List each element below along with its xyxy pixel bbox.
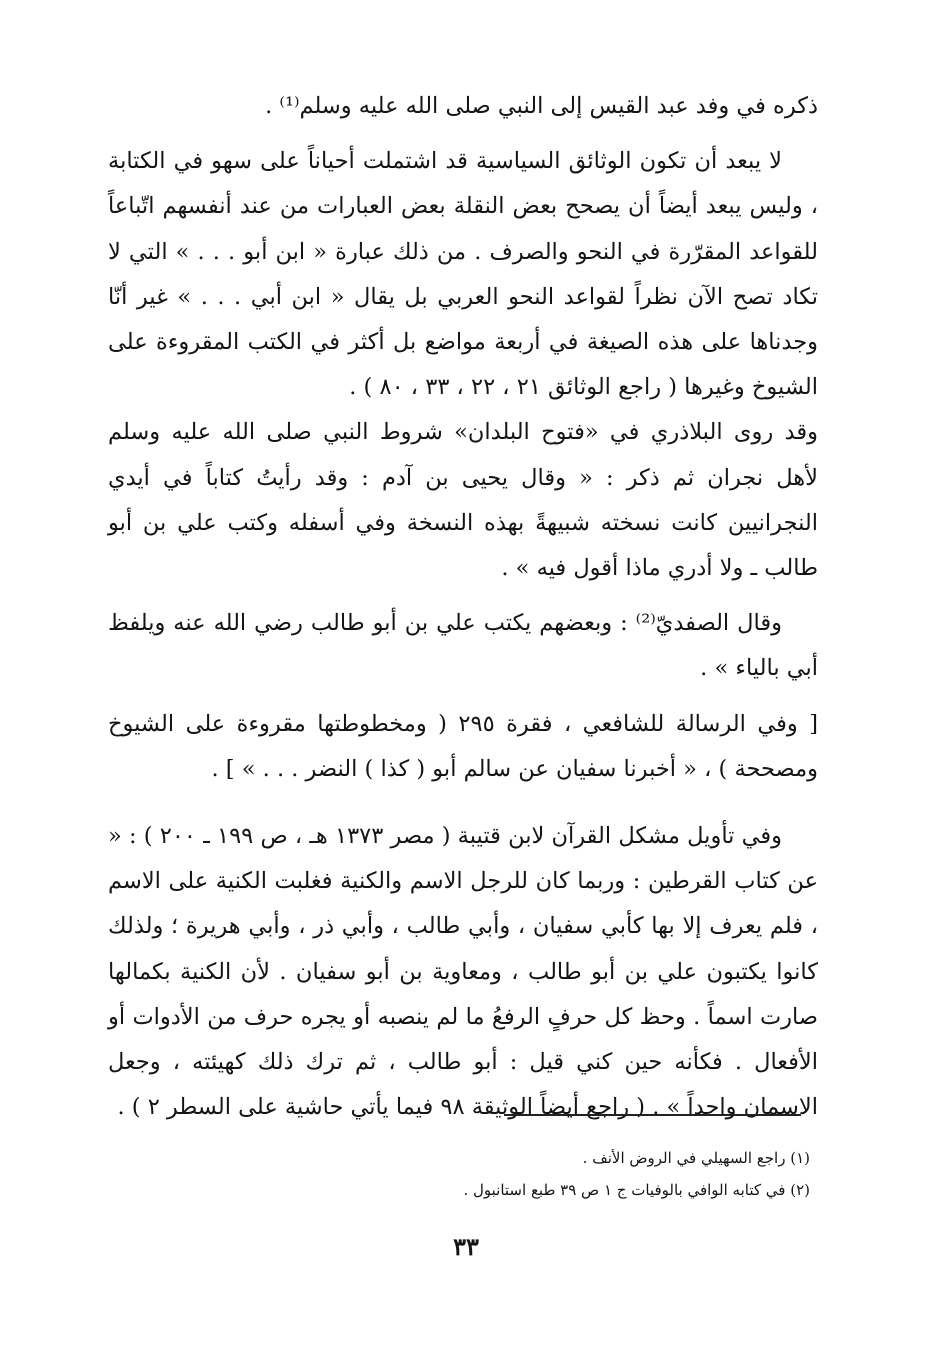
paragraph-3: وقد روى البلاذري في «فتوح البلدان» شروط النبي صلى الله عليه وسلم لأهل نجران ثم ذكر : « وقال يحيى بن آدم : وقد رأيتُ كتاباً في أيدي النجرانيين كانت نسخته شبيهةً بهذه النسخة وفي أسفله وكتب علي بن أبو طالب ـ ولا أدري ماذا أقول فيه » .: [108, 419, 818, 582]
paragraph-2: لا يبعد أن تكون الوثائق السياسية قد اشتملت أحياناً على سهو في الكتابة ، وليس يبعد أيضاً أن يصحح بعض النقلة بعض العبارات من عند أنفسهم اتّباعاً للقواعد المقرّرة في النحو والصرف . من ذلك عبارة « ابن أبو . . . » التي لا تكاد تصح الآن نظراً لقواعد النحو العربي بل يقال « ابن أبي . . . » غير أنّا وجدناها على هذه الصيغة في أربعة مواضع بل أكثر في الكتب المقروءة على الشيوخ وغيرها ( راجع الوثائق ٢١ ، ٢٢ ، ٣٣ ، ٨٠ ) .: [108, 148, 818, 401]
paragraph-1: ذكره في وفد عبد القيس إلى النبي صلى الله عليه وسلم⁽¹⁾ .: [265, 93, 818, 119]
paragraph-6: وفي تأويل مشكل القرآن لابن قتيبة ( مصر ١٣٧٣ هـ ، ص ١٩٩ ـ ٢٠٠ ) : « عن كتاب القرطين : وربما كان للرجل الاسم والكنية فغلبت الكنية على الاسم ، فلم يعرف إلا بها كأبي سفيان ، وأبي طالب ، وأبي ذر ، وأبي هريرة ؛ ولذلك كانوا يكتبون علي بن أبو طالب ، ومعاوية بن أبو سفيان . لأن الكنية بكمالها صارت اسماً . وحظ كل حرفٍ الرفعُ ما لم ينصبه أو يجره حرف من الأدوات أو الأفعال . فكأنه حين كني قيل : أبو طالب ، ثم ترك ذلك كهيئته ، وجعل الاسمان واحداً » . ( راجع أيضاً الوثيقة ٩٨ فيما يأتي حاشية على السطر ٢ ) .: [108, 823, 818, 1121]
footnote-separator: [504, 1114, 801, 1116]
footnotes: [300, 1142, 810, 1206]
page-number: ٣٣: [453, 1232, 479, 1261]
main-text: [108, 84, 818, 1130]
paragraph-5: [ وفي الرسالة للشافعي ، فقرة ٢٩٥ ( ومخطوطتها مقروءة على الشيوخ ومصححة ) ، « أخبرنا سفيان عن سالم أبو ( كذا ) النضر . . . » ] .: [108, 710, 818, 782]
footnote-2: (٢) في كتابه الوافي بالوفيات ج ١ ص ٣٩ طبع استانبول .: [463, 1181, 810, 1199]
footnote-1: (١) راجع السهيلي في الروض الأنف .: [582, 1149, 810, 1167]
paragraph-4: وقال الصفديّ⁽²⁾ : وبعضهم يكتب علي بن أبو طالب رضي الله عنه ويلفظ أبي بالياء » .: [108, 610, 818, 682]
